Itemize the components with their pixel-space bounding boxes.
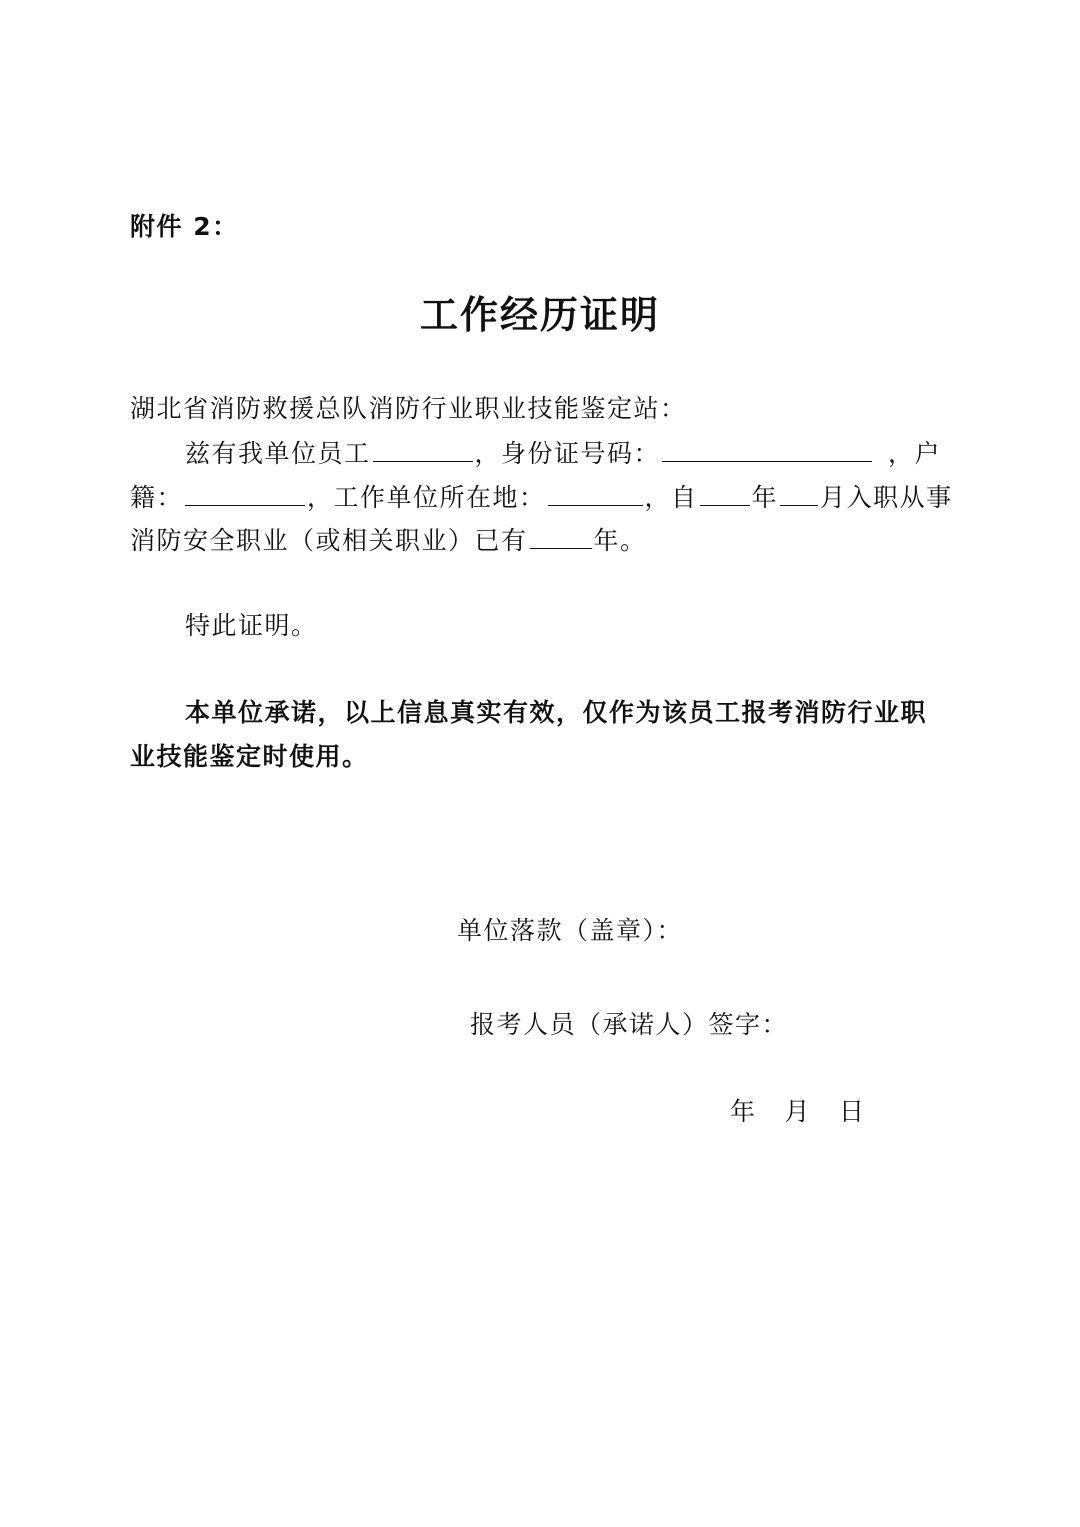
signature-label: 报考人员（承诺人）签字：	[470, 1010, 789, 1039]
body-text: ，身份证号码：	[474, 439, 661, 468]
household-registration-blank	[185, 481, 305, 506]
id-number-blank	[662, 437, 872, 462]
body-text: ，工作单位所在地：	[307, 483, 546, 512]
commitment-line-2: 业技能鉴定时使用。	[130, 742, 369, 771]
date-day: 日	[839, 1097, 866, 1126]
employee-name-blank	[373, 437, 473, 462]
commitment-line-1: 本单位承诺，以上信息真实有效，仅作为该员工报考消防行业职	[185, 698, 928, 727]
document-title: 工作经历证明	[419, 293, 660, 337]
body-text: 消防安全职业（或相关职业）已有	[130, 526, 528, 555]
body-text: 籍：	[130, 483, 184, 512]
date-line	[730, 1097, 866, 1127]
body-text: 年	[751, 483, 779, 512]
body-text: 兹有我单位员工	[185, 439, 371, 468]
body-line-3	[130, 524, 647, 556]
date-month: 月	[784, 1097, 812, 1126]
unit-seal-label: 单位落款（盖章）：	[457, 916, 684, 945]
body-text: 月入职从事	[820, 483, 953, 512]
body-line-1	[185, 437, 941, 469]
start-month-blank	[780, 481, 818, 506]
date-year: 年	[730, 1097, 757, 1126]
years-blank	[530, 524, 592, 549]
body-text: ，自	[644, 483, 698, 512]
work-location-blank	[548, 481, 643, 506]
body-text: ，户	[888, 439, 942, 468]
certify-statement: 特此证明。	[185, 611, 318, 640]
attachment-label: 附件 2：	[130, 212, 239, 241]
body-text: 年。	[593, 526, 647, 555]
body-line-2	[130, 481, 953, 513]
addressee: 湖北省消防救援总队消防行业职业技能鉴定站：	[130, 394, 687, 423]
start-year-blank	[700, 481, 750, 506]
